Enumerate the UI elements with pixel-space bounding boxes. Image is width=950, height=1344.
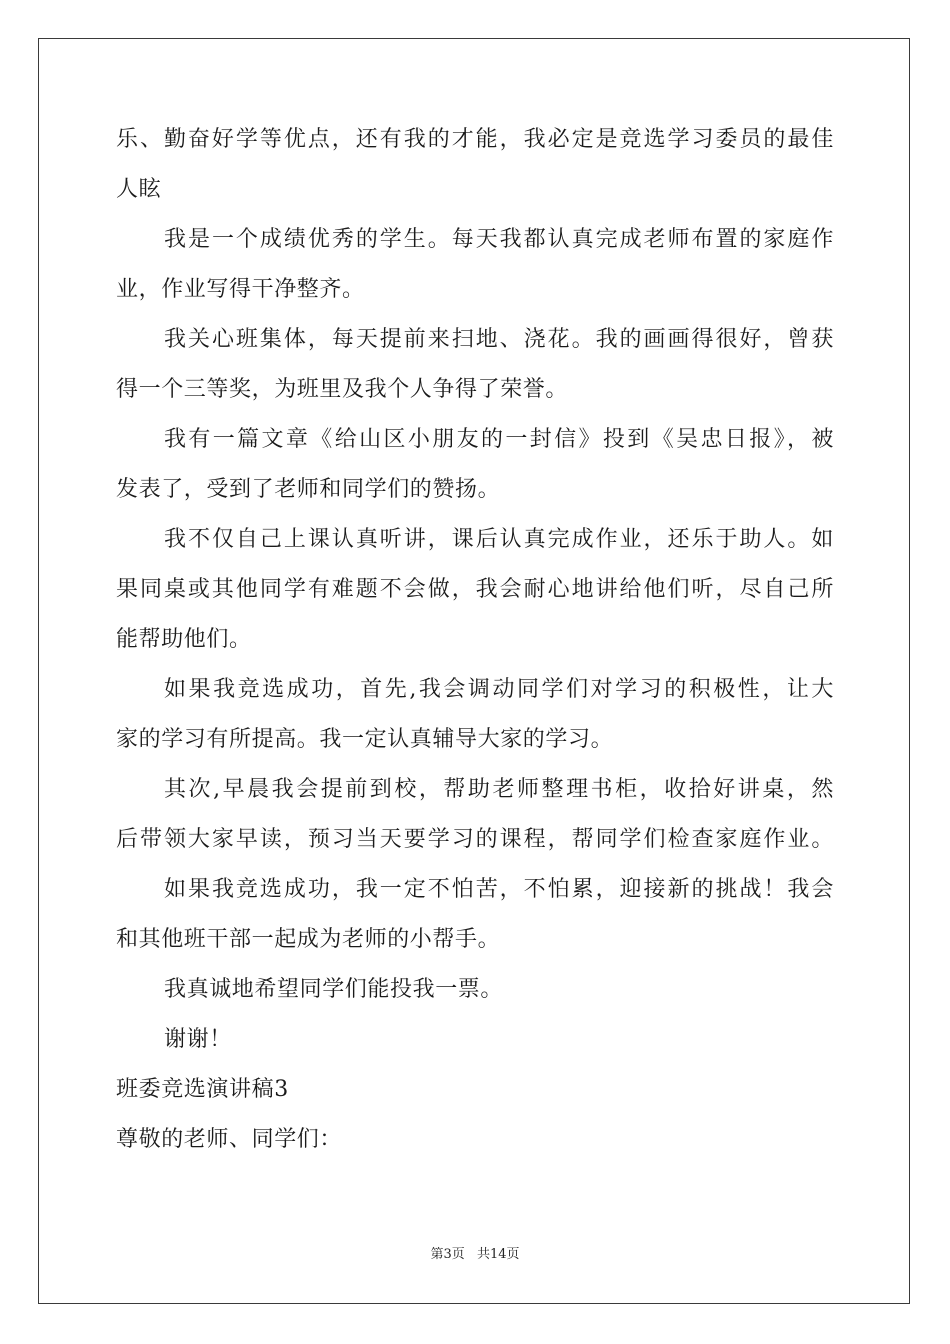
total-pages: 共14页: [476, 1247, 520, 1262]
text-line: 我是一个成绩优秀的学生。每天我都认真完成老师布置的家庭作: [164, 227, 834, 252]
text-line: 能帮助他们。: [116, 627, 252, 652]
text-line: 发表了，受到了老师和同学们的赞扬。: [116, 477, 501, 502]
text-line: 其次,早晨我会提前到校，帮助老师整理书柜，收拾好讲桌，然: [164, 777, 834, 802]
text-line: 谢谢！: [164, 1027, 232, 1052]
text-line: 业，作业写得干净整齐。: [116, 277, 365, 302]
text-line: 后带领大家早读，预习当天要学习的课程，帮同学们检查家庭作业。: [116, 827, 834, 852]
text-line: 我有一篇文章《给山区小朋友的一封信》投到《吴忠日报》，被: [164, 427, 834, 452]
salutation: 尊敬的老师、同学们：: [116, 1127, 343, 1152]
text-line: 乐、勤奋好学等优点，还有我的才能，我必定是竞选学习委员的最佳: [116, 127, 834, 152]
page-number: 第3页: [430, 1247, 465, 1262]
text-line: 如果我竞选成功，首先,我会调动同学们对学习的积极性，让大: [164, 677, 834, 702]
text-line: 我真诚地希望同学们能投我一票。: [164, 977, 504, 1002]
text-line: 和其他班干部一起成为老师的小帮手。: [116, 927, 501, 952]
text-line: 得一个三等奖，为班里及我个人争得了荣誉。: [116, 377, 569, 402]
section-heading: 班委竞选演讲稿3: [116, 1077, 289, 1102]
text-line: 我关心班集体，每天提前来扫地、浇花。我的画画得很好，曾获: [164, 327, 834, 352]
text-line: 如果我竞选成功，我一定不怕苦，不怕累，迎接新的挑战！我会: [164, 877, 834, 902]
text-line: 我不仅自己上课认真听讲，课后认真完成作业，还乐于助人。如: [164, 527, 834, 552]
page-footer: [0, 1247, 950, 1263]
text-line: 人眩: [116, 177, 162, 202]
text-line: 果同桌或其他同学有难题不会做，我会耐心地讲给他们听，尽自己所: [116, 577, 834, 602]
document-body: [116, 128, 834, 1152]
text-line: 家的学习有所提高。我一定认真辅导大家的学习。: [116, 727, 614, 752]
